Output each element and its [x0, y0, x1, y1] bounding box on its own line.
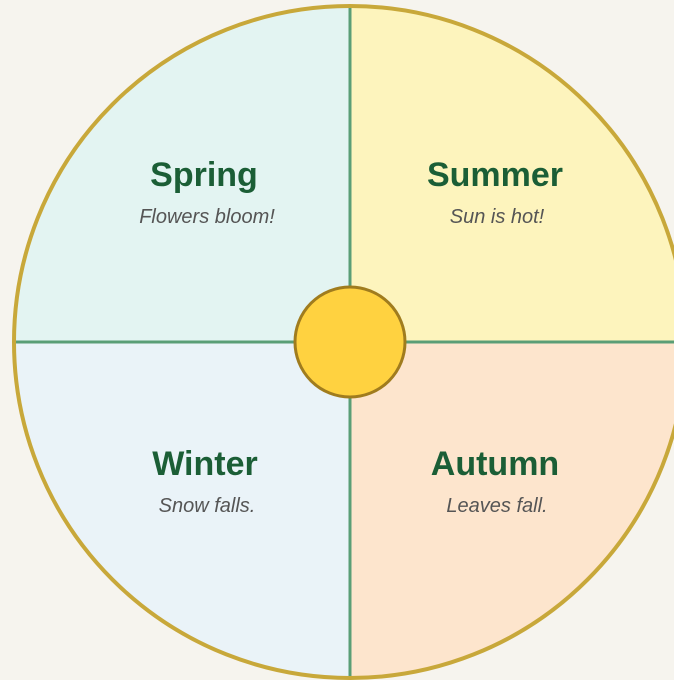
sun-center	[295, 287, 405, 397]
season-caption-winter: Snow falls.	[158, 495, 256, 517]
season-title-winter: Winter	[152, 445, 258, 483]
season-caption-summer: Sun is hot!	[449, 206, 545, 228]
season-title-autumn: Autumn	[430, 445, 560, 483]
season-title-spring: Spring	[150, 156, 258, 194]
season-caption-spring: Flowers bloom!	[139, 206, 275, 228]
season-title-summer: Summer	[426, 156, 564, 194]
season-caption-autumn: Leaves fall.	[446, 495, 548, 517]
